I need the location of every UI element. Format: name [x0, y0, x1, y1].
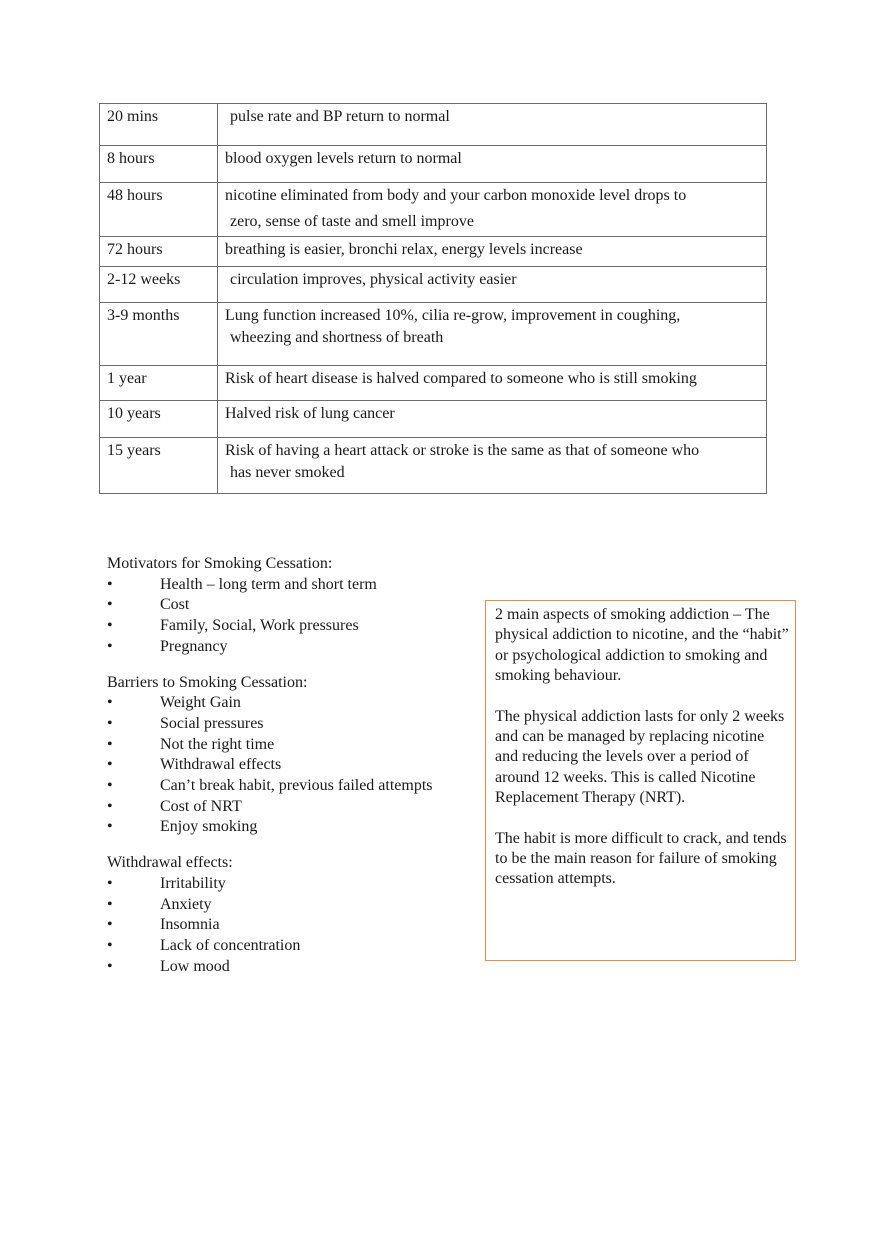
- withdrawal-list: [107, 874, 477, 978]
- time-cell: 10 years: [100, 401, 218, 438]
- effect-line: blood oxygen levels return to normal: [225, 150, 462, 167]
- list-item: [107, 755, 477, 776]
- list-item: [107, 595, 477, 616]
- effect-cell: [218, 237, 767, 267]
- effect-cell: [218, 104, 767, 146]
- bullet-icon: •: [107, 874, 113, 892]
- effect-line: wheezing and shortness of breath: [230, 329, 444, 346]
- barriers-heading: Barriers to Smoking Cessation:: [107, 673, 308, 691]
- time-cell: 72 hours: [100, 237, 218, 267]
- list-item-text: Can’t break habit, previous failed attempts: [160, 777, 433, 795]
- list-item-text: Family, Social, Work pressures: [160, 617, 359, 635]
- bullet-icon: •: [107, 936, 113, 954]
- effect-line: Risk of heart disease is halved compared to someone who is still smoking: [225, 370, 697, 387]
- table-row: [100, 366, 767, 401]
- list-item-text: Insomnia: [160, 916, 220, 934]
- list-item-text: Cost of NRT: [160, 797, 242, 815]
- effect-line: has never smoked: [230, 464, 345, 481]
- list-item-text: Cost: [160, 596, 190, 614]
- addiction-aspects-box: [485, 600, 796, 961]
- list-item-text: Irritability: [160, 874, 226, 892]
- list-item-text: Low mood: [160, 957, 230, 975]
- list-item: [107, 637, 477, 658]
- list-item: [107, 817, 477, 838]
- quit-timeline-table: [99, 103, 767, 494]
- effect-line: pulse rate and BP return to normal: [230, 108, 450, 125]
- barriers-list: [107, 693, 477, 838]
- bullet-icon: •: [107, 596, 113, 614]
- effect-line: nicotine eliminated from body and your carbon monoxide level drops to: [225, 187, 687, 204]
- list-item: [107, 693, 477, 714]
- aspects-paragraph: 2 main aspects of smoking addiction – The physical addiction to nicotine, and the “habit” or psychological addiction to smoking and smoking behaviour.: [495, 606, 789, 685]
- effect-line: circulation improves, physical activity easier: [230, 271, 517, 288]
- effect-line: Halved risk of lung cancer: [225, 405, 395, 422]
- list-item-text: Health – long term and short term: [160, 575, 377, 593]
- list-item-text: Anxiety: [160, 895, 212, 913]
- list-item: [107, 797, 477, 818]
- effect-line: zero, sense of taste and smell improve: [230, 213, 474, 230]
- list-item: [107, 776, 477, 797]
- table-row: [100, 303, 767, 366]
- list-item: [107, 616, 477, 637]
- time-cell: 2-12 weeks: [100, 267, 218, 303]
- time-cell: 20 mins: [100, 104, 218, 146]
- motivators-list: [107, 575, 477, 658]
- bullet-icon: •: [107, 617, 113, 635]
- list-item-text: Lack of concentration: [160, 936, 301, 954]
- table-row: [100, 401, 767, 438]
- bullet-icon: •: [107, 957, 113, 975]
- time-cell: 1 year: [100, 366, 218, 401]
- table-row: [100, 237, 767, 267]
- list-item: [107, 915, 477, 936]
- bullet-icon: •: [107, 916, 113, 934]
- table-row: [100, 183, 767, 237]
- time-cell: 15 years: [100, 438, 218, 494]
- motivators-heading: Motivators for Smoking Cessation:: [107, 555, 333, 572]
- effect-cell: [218, 267, 767, 303]
- table-row: [100, 438, 767, 494]
- bullet-icon: •: [107, 797, 113, 815]
- time-cell: 8 hours: [100, 146, 218, 183]
- list-item-text: Weight Gain: [160, 694, 241, 712]
- motivators-section: [107, 554, 477, 658]
- bullet-icon: •: [107, 818, 113, 836]
- effect-line: Risk of having a heart attack or stroke is the same as that of someone who: [225, 442, 700, 459]
- bullet-icon: •: [107, 777, 113, 795]
- table-row: [100, 267, 767, 303]
- bullet-icon: •: [107, 637, 113, 655]
- effect-cell: [218, 366, 767, 401]
- effect-cell: [218, 401, 767, 438]
- bullet-icon: •: [107, 756, 113, 774]
- list-item-text: Social pressures: [160, 714, 264, 732]
- barriers-section: [107, 673, 477, 839]
- bullet-icon: •: [107, 895, 113, 913]
- withdrawal-heading: Withdrawal effects:: [107, 854, 233, 872]
- list-item: [107, 735, 477, 756]
- bullet-icon: •: [107, 714, 113, 732]
- effect-cell: [218, 146, 767, 183]
- list-item: [107, 936, 477, 957]
- aspects-paragraph: The physical addiction lasts for only 2 weeks and can be managed by replacing nicotine and reducing the levels over a period of around 12 weeks. This is called Nicotine Replacement Therapy (NRT).: [495, 707, 785, 807]
- effect-cell: [218, 303, 767, 366]
- list-item-text: Enjoy smoking: [160, 818, 258, 836]
- list-item: [107, 957, 477, 978]
- list-item: [107, 895, 477, 916]
- time-cell: 3-9 months: [100, 303, 218, 366]
- table-row: [100, 146, 767, 183]
- effect-line: breathing is easier, bronchi relax, energy levels increase: [225, 241, 583, 258]
- list-item: [107, 714, 477, 735]
- list-item-text: Pregnancy: [160, 637, 228, 655]
- list-item: [107, 575, 477, 596]
- effect-line: Lung function increased 10%, cilia re-grow, improvement in coughing,: [225, 307, 681, 324]
- withdrawal-section: [107, 853, 477, 977]
- list-item-text: Not the right time: [160, 735, 275, 753]
- list-item-text: Withdrawal effects: [160, 756, 282, 774]
- aspects-paragraph: The habit is more difficult to crack, and tends to be the main reason for failure of smoking cessation attempts.: [495, 829, 787, 888]
- time-cell: 48 hours: [100, 183, 218, 237]
- table-row: [100, 104, 767, 146]
- effect-cell: [218, 183, 767, 237]
- list-item: [107, 874, 477, 895]
- cessation-lists: [107, 554, 477, 992]
- bullet-icon: •: [107, 575, 113, 593]
- effect-cell: [218, 438, 767, 494]
- bullet-icon: •: [107, 735, 113, 753]
- bullet-icon: •: [107, 694, 113, 712]
